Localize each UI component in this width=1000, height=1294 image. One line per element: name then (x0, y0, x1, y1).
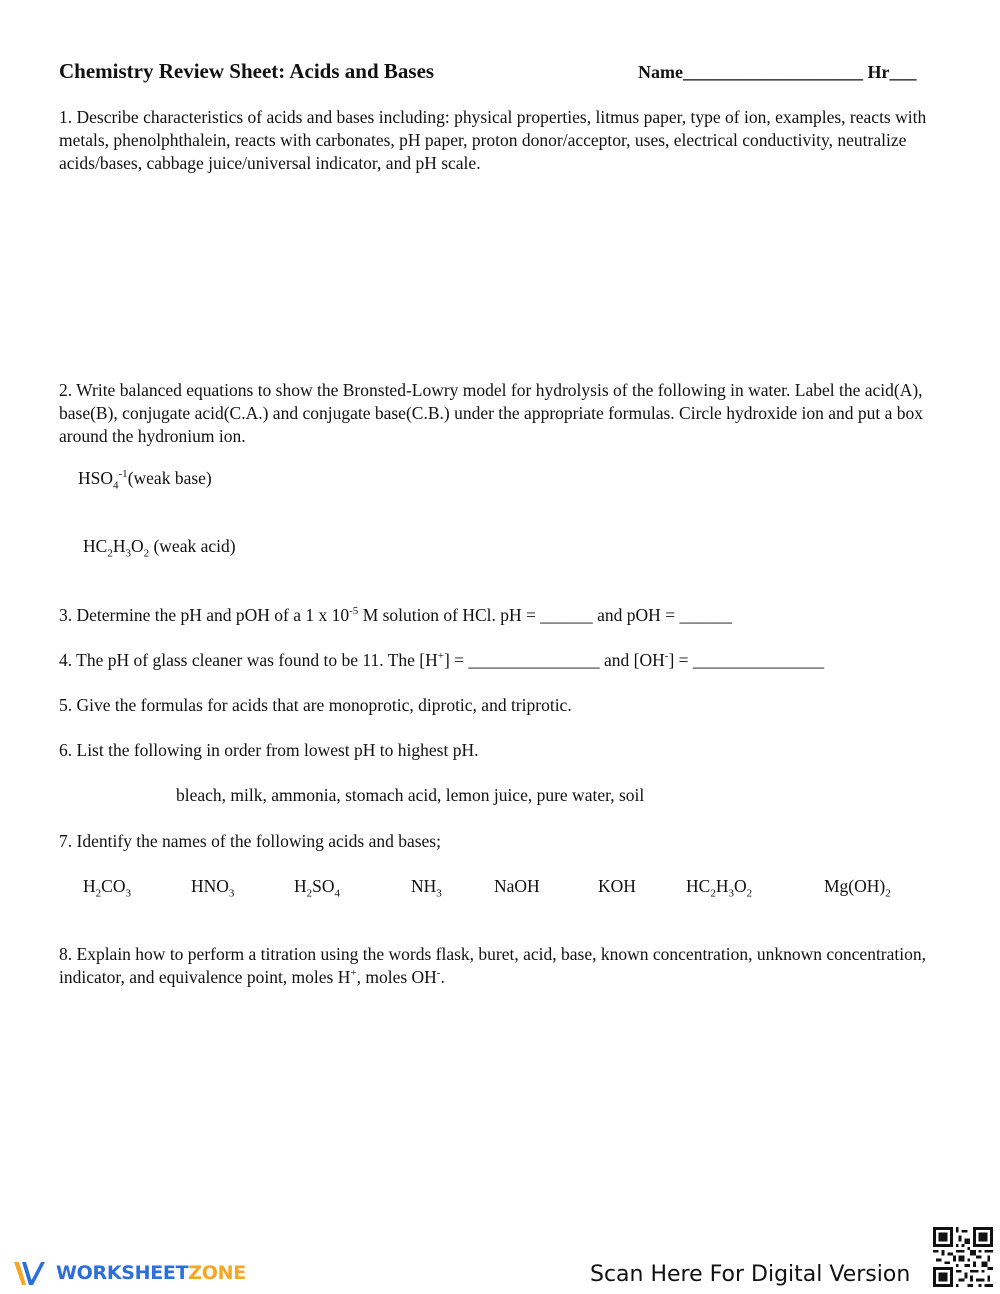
formula-sodium-hydroxide: NaOH (494, 876, 540, 896)
formula-nitric-acid: $HNO_3$ (191, 876, 235, 900)
question-8: 8. Explain how to perform a titration using the words flask, buret, acid, base, known concentration, unknown concentration, indicator, and equivalence point, moles H+, moles OH-. (59, 944, 927, 987)
question-1: 1. Describe characteristics of acids and bases including: physical properties, litmus paper, type of ion, examples, reacts with metals, phenolphthalein, reacts with carbonates, pH paper, proton donor/acceptor, uses, electrical conductivity, neutralize acids/bases, cabbage juice/universal indicator, and pH scale. (59, 107, 927, 173)
formula-carbonic-acid: $H_2CO_3$ (83, 876, 131, 900)
q2-item-acetic-acid: $HC_2H_3O_2$ (weak acid) (83, 536, 236, 560)
question-3: 3. Determine the pH and pOH of a 1 x $10^{-5}$ M solution of HCl. pH = ______ and pOH = ______ (59, 605, 732, 625)
question-2: 2. Write balanced equations to show the Bronsted-Lowry model for hydrolysis of the following in water. Label the acid(A), base(B), conjugate acid(C.A.) and conjugate base(C.B.) under the appropriate formulas. Circle hydroxide ion and put a box around the hydronium ion. (59, 380, 924, 446)
question-7: 7. Identify the names of the following acids and bases; (59, 831, 441, 851)
name-field[interactable]: Name____________________ (638, 62, 863, 82)
q7-formula-row (0, 876, 1000, 906)
q2-item-hso4: $HSO_4^{-1}(weak$ base) (78, 468, 212, 492)
formula-acetic-acid: $HC_2H_3O_2$ (686, 876, 753, 900)
name-hour-fields (638, 62, 916, 83)
question-4: 4. The pH of glass cleaner was found to be 11. The [H+] = _______________ and [OH-] = _______________ (59, 650, 825, 670)
question-6: 6. List the following in order from lowest pH to highest pH. (59, 740, 479, 760)
worksheetzone-logo[interactable] (12, 1258, 246, 1288)
formula-magnesium-hydroxide: $Mg(OH)_2$ (824, 876, 891, 900)
page-title: Chemistry Review Sheet: Acids and Bases (59, 59, 435, 83)
formula-potassium-hydroxide: KOH (598, 876, 636, 896)
question-5: 5. Give the formulas for acids that are monoprotic, diprotic, and triprotic. (59, 695, 572, 715)
worksheetzone-w-icon (12, 1258, 48, 1288)
brand-name: WORKSHEETZONE (56, 1262, 246, 1284)
hr-field[interactable]: Hr___ (867, 62, 917, 82)
q6-substance-list: bleach, milk, ammonia, stomach acid, lemon juice, pure water, soil (176, 785, 645, 805)
qr-code-icon[interactable] (933, 1227, 993, 1287)
scan-digital-version-text: Scan Here For Digital Version (590, 1262, 911, 1287)
formula-sulfuric-acid: $H_2SO_4$ (294, 876, 341, 900)
formula-ammonia: $NH_3$ (411, 876, 442, 900)
